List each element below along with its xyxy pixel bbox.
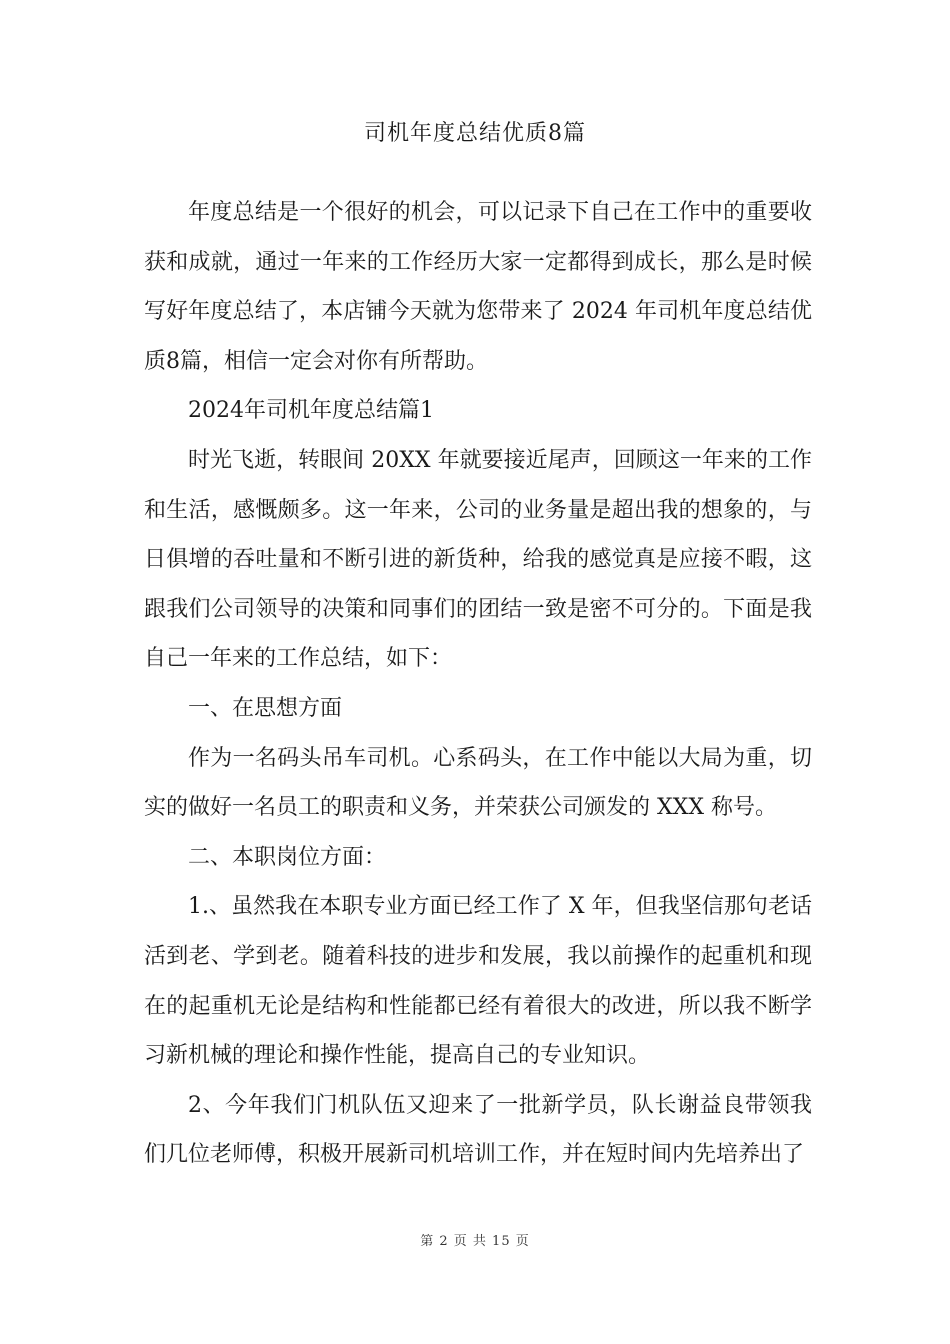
intro-paragraph: 年度总结是一个很好的机会，可以记录下自己在工作中的重要收获和成就，通过一年来的工作经历大家一定都得到成长，那么是时候写好年度总结了，本店铺今天就为您带来了 2024 年司机年度总结优质8篇，相信一定会对你有所帮助。 <box>144 200 812 374</box>
list-paragraph: 1.、虽然我在本职专业方面已经工作了 X 年，但我坚信那句老话活到老、学到老。随着科技的进步和发展，我以前操作的起重机和现在的起重机无论是结构和性能都已经有着很大的改进，所以我不断学习新机械的理论和操作性能，提高自己的专业知识。 <box>144 894 812 1069</box>
section-heading: 2024年司机年度总结篇1 <box>188 398 434 424</box>
body-paragraph: 作为一名码头吊车司机。心系码头，在工作中能以大局为重，切实的做好一名员工的职责和义务，并荣获公司颁发的 XXX 称号。 <box>144 745 812 821</box>
page-number-footer: 第 2 页 共 15 页 <box>420 1234 530 1249</box>
body-paragraph: 时光飞逝，转眼间 20XX 年就要接近尾声，回顾这一年来的工作和生活，感慨颇多。这一年来，公司的业务量是超出我的想象的，与日俱增的吞吐量和不断引进的新货种，给我的感觉真是应接不暇，这跟我们公司领导的决策和同事们的团结一致是密不可分的。下面是我自己一年来的工作总结，如下： <box>144 447 812 672</box>
document-body <box>144 188 812 1180</box>
list-paragraph: 2、今年我们门机队伍又迎来了一批新学员，队长谢益良带领我们几位老师傅，积极开展新司机培训工作，并在短时间内先培养出了 <box>144 1092 812 1168</box>
subsection-heading: 二、本职岗位方面： <box>188 844 387 870</box>
subsection-heading: 一、在思想方面 <box>188 695 343 721</box>
document-title: 司机年度总结优质8篇 <box>364 121 586 146</box>
